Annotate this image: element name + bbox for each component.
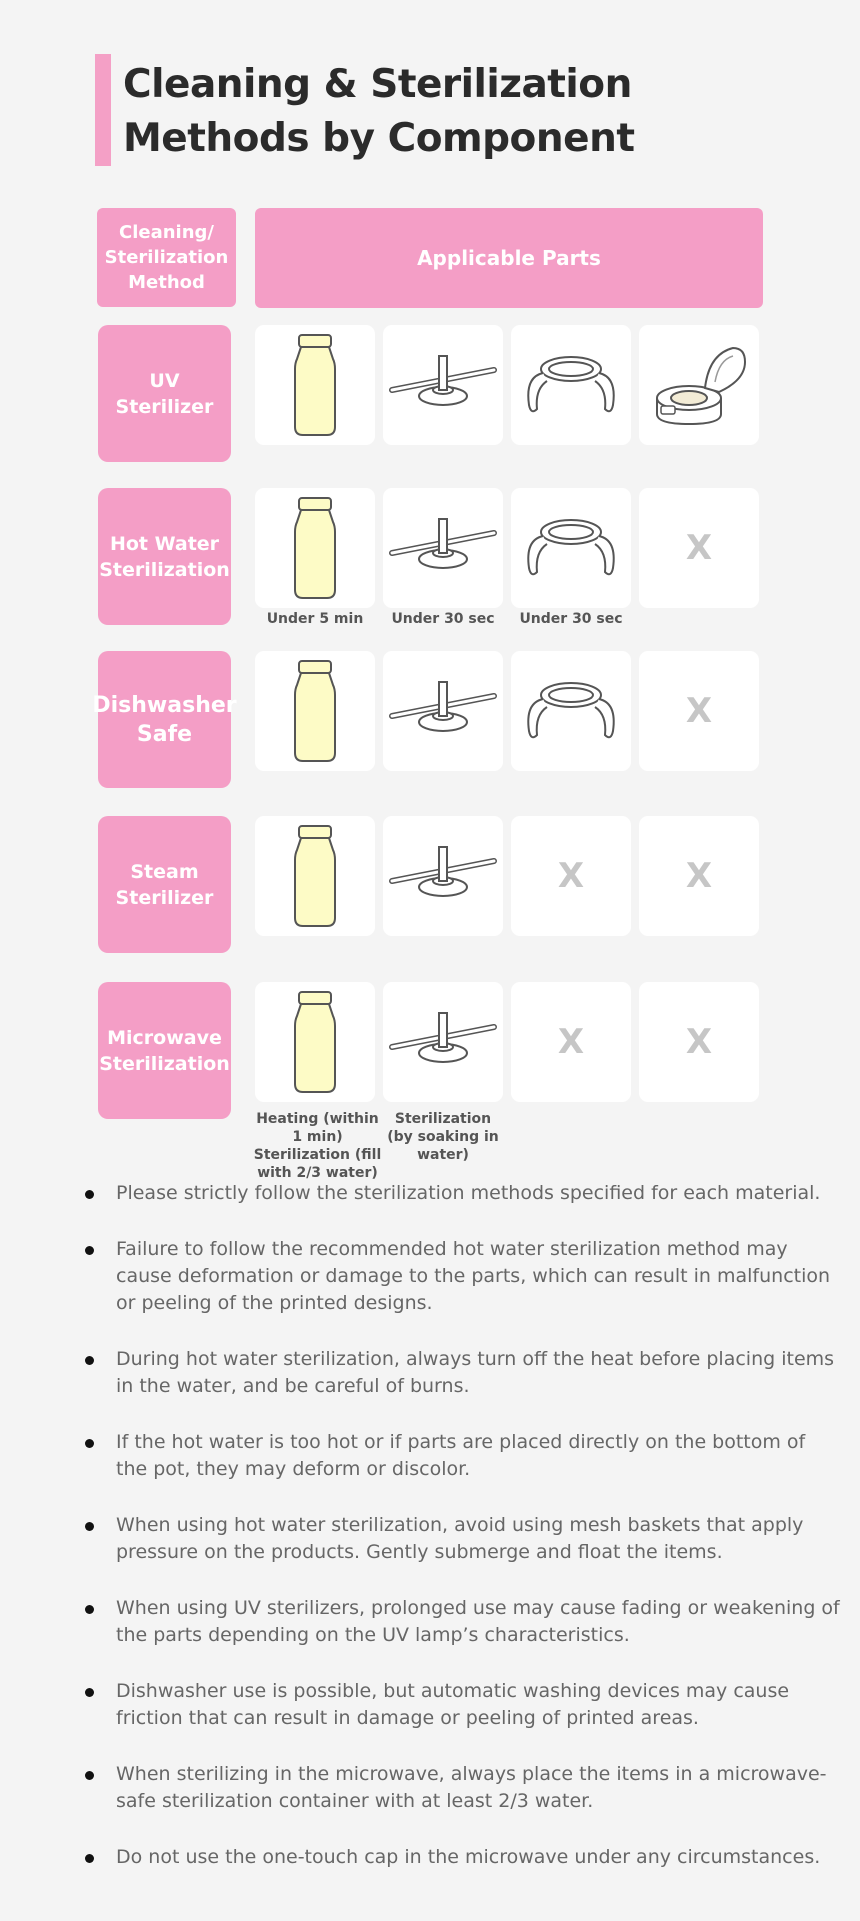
method-uv-sterilizer: UV Sterilizer [98, 325, 231, 462]
x-mark: X [557, 1022, 585, 1062]
straw-valve-icon [388, 350, 498, 420]
cell-microwave-bottle [255, 982, 375, 1102]
cell-uv-cap [639, 325, 759, 445]
x-mark: X [685, 856, 713, 896]
cell-uv-straw [383, 325, 503, 445]
bullet-dot-icon [85, 1771, 94, 1780]
method-hot-water: Hot Water Sterilization [98, 488, 231, 625]
bullet-text: Please strictly follow the sterilization methods specified for each material. [116, 1182, 821, 1204]
straw-valve-icon [388, 1007, 498, 1077]
cell-steam-straw [383, 816, 503, 936]
cell-hotwater-cap-x [639, 488, 759, 608]
cell-steam-cap-x [639, 816, 759, 936]
bullet-text: When sterilizing in the microwave, always place the items in a microwave-safe sterilization container with at least 2/3 water. [116, 1763, 827, 1812]
bottle-icon [285, 659, 345, 763]
x-mark: X [685, 1022, 713, 1062]
title-accent-bar [95, 54, 111, 166]
method-microwave: Microwave Sterilization [98, 982, 231, 1119]
list-item [80, 1180, 840, 1207]
list-item [80, 1429, 840, 1483]
note-hotwater-handle: Under 30 sec [519, 611, 623, 627]
handle-icon [519, 345, 623, 425]
one-touch-cap-icon [649, 340, 749, 430]
x-mark: X [685, 528, 713, 568]
list-item [80, 1346, 840, 1400]
cell-dishwasher-bottle [255, 651, 375, 771]
bullet-dot-icon [85, 1246, 94, 1255]
bullet-dot-icon [85, 1854, 94, 1863]
title-line-2: Methods by Component [123, 116, 635, 161]
title-line-1: Cleaning & Sterilization [123, 62, 632, 107]
handle-icon [519, 508, 623, 588]
bullet-text: If the hot water is too hot or if parts are placed directly on the bottom of the pot, they may deform or discolor. [116, 1431, 806, 1480]
bullet-text: During hot water sterilization, always turn off the heat before placing items in the water, and be careful of burns. [116, 1348, 835, 1397]
cell-steam-handle-x [511, 816, 631, 936]
bullet-dot-icon [85, 1605, 94, 1614]
cell-microwave-handle-x [511, 982, 631, 1102]
bullet-text: When using hot water sterilization, avoid using mesh baskets that apply pressure on the products. Gently submerge and float the items. [116, 1514, 804, 1563]
bullet-text: Dishwasher use is possible, but automatic washing devices may cause friction that can result in damage or peeling of printed areas. [116, 1680, 790, 1729]
note-hotwater-bottle: Under 5 min [266, 611, 364, 627]
cell-uv-bottle [255, 325, 375, 445]
list-item [80, 1595, 840, 1649]
list-item [80, 1844, 840, 1871]
cell-dishwasher-cap-x [639, 651, 759, 771]
method-column-header: Cleaning/ Sterilization Method [97, 208, 236, 307]
cell-hotwater-straw [383, 488, 503, 608]
cell-hotwater-handle [511, 488, 631, 608]
care-instructions-list [80, 1180, 840, 1900]
bullet-dot-icon [85, 1688, 94, 1697]
cell-dishwasher-straw [383, 651, 503, 771]
page-title [95, 54, 795, 166]
list-item [80, 1236, 840, 1317]
cell-dishwasher-handle [511, 651, 631, 771]
bullet-dot-icon [85, 1522, 94, 1531]
list-item [80, 1678, 840, 1732]
bottle-icon [285, 990, 345, 1094]
cell-steam-bottle [255, 816, 375, 936]
x-mark: X [557, 856, 585, 896]
bullet-dot-icon [85, 1190, 94, 1199]
bullet-dot-icon [85, 1356, 94, 1365]
bullet-text: When using UV sterilizers, prolonged use may cause fading or weakening of the parts depending on the UV lamp’s characteristics. [116, 1597, 840, 1646]
parts-column-header: Applicable Parts [255, 208, 763, 308]
method-steam: Steam Sterilizer [98, 816, 231, 953]
note-microwave-straw: Sterilization (by soaking in water) [387, 1111, 499, 1163]
handle-icon [519, 671, 623, 751]
straw-valve-icon [388, 513, 498, 583]
straw-valve-icon [388, 676, 498, 746]
cell-uv-handle [511, 325, 631, 445]
cell-microwave-straw [383, 982, 503, 1102]
cell-hotwater-bottle [255, 488, 375, 608]
bullet-text: Failure to follow the recommended hot water sterilization method may cause deformation or damage to the parts, which can result in malfunction or peeling of the printed designs. [116, 1238, 831, 1314]
straw-valve-icon [388, 841, 498, 911]
list-item [80, 1512, 840, 1566]
note-microwave-bottle: Heating (within 1 min) Sterilization (fill with 2/3 water) [253, 1111, 382, 1181]
cell-microwave-cap-x [639, 982, 759, 1102]
x-mark: X [685, 691, 713, 731]
list-item [80, 1761, 840, 1815]
bullet-dot-icon [85, 1439, 94, 1448]
note-hotwater-straw: Under 30 sec [391, 611, 495, 627]
bottle-icon [285, 496, 345, 600]
bottle-icon [285, 333, 345, 437]
bottle-icon [285, 824, 345, 928]
method-dishwasher: Dishwasher Safe [98, 651, 231, 788]
bullet-text: Do not use the one-touch cap in the microwave under any circumstances. [116, 1846, 821, 1868]
title-text [123, 58, 634, 166]
